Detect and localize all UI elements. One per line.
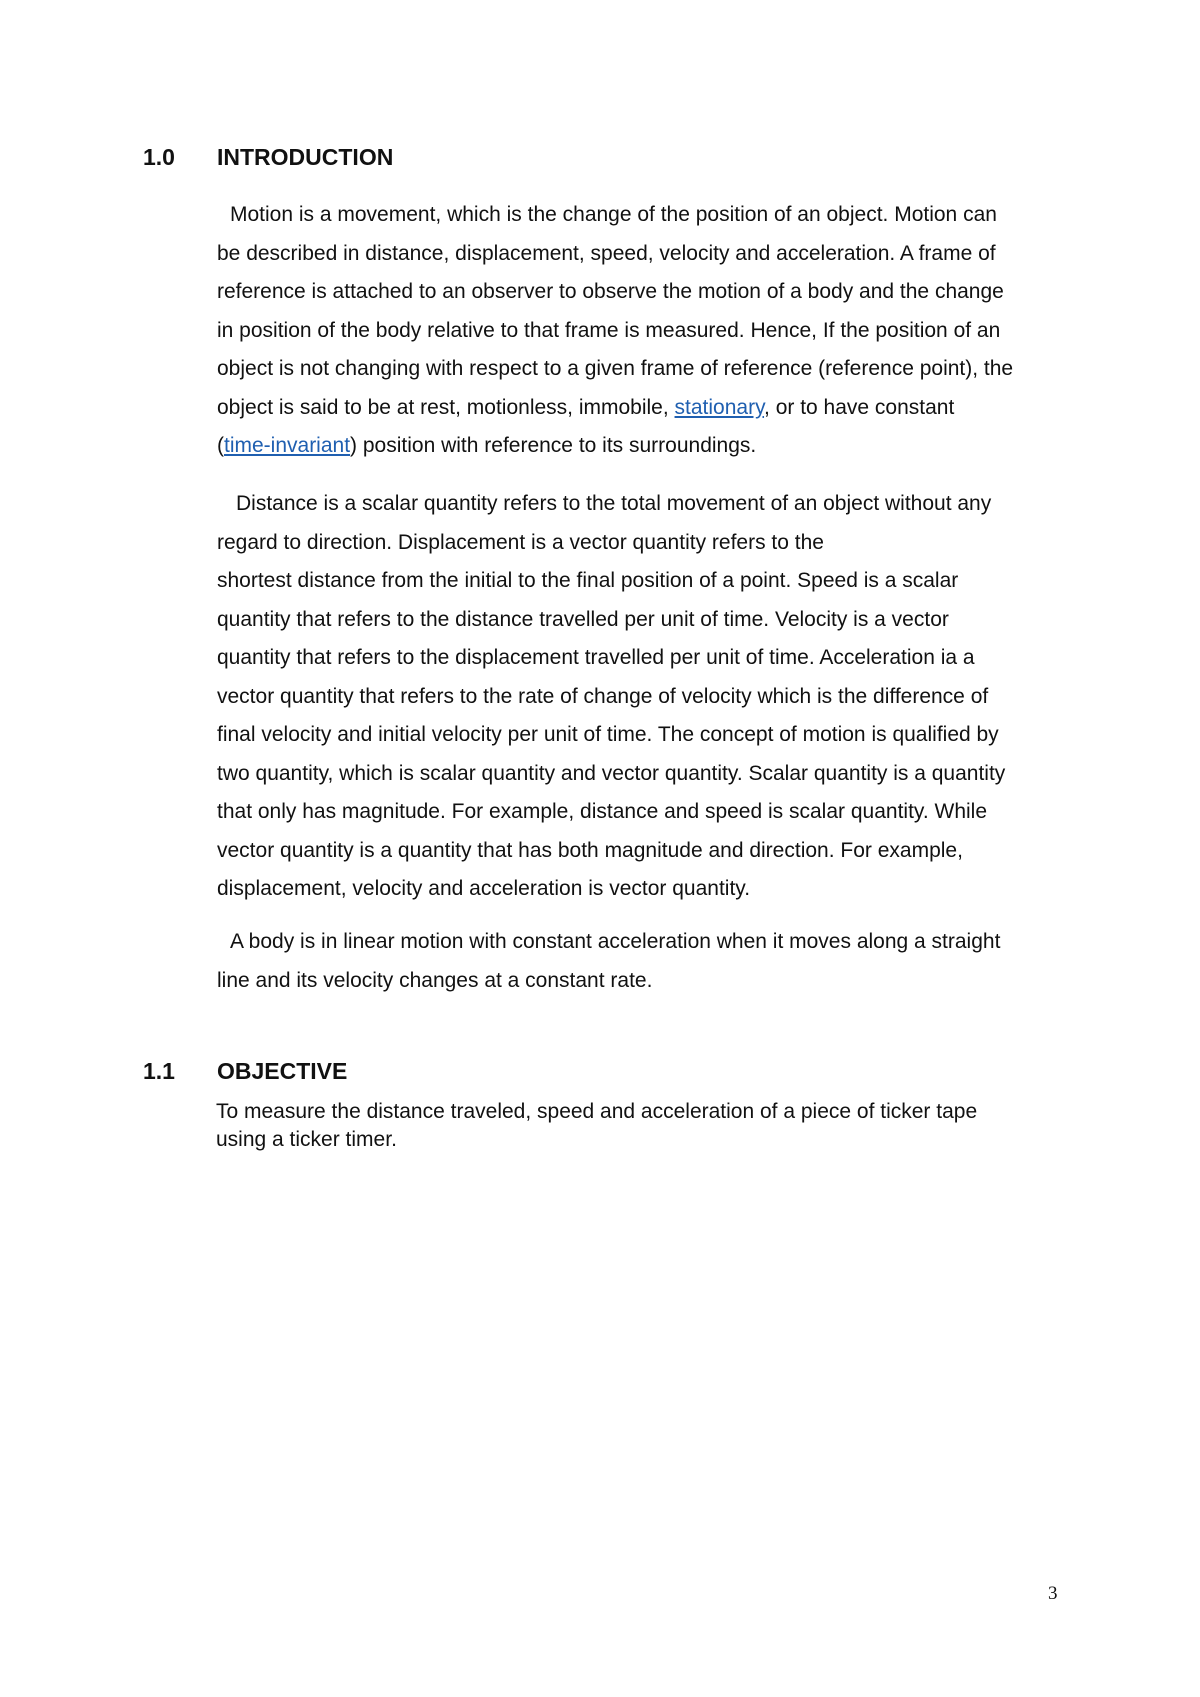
objective-text bbox=[216, 1098, 1096, 1154]
section-title: OBJECTIVE bbox=[217, 1058, 348, 1084]
section-number: 1.1 bbox=[143, 1058, 175, 1084]
objective-line: using a ticker timer. bbox=[216, 1128, 397, 1151]
paragraph-line: final velocity and initial velocity per unit of time. The concept of motion is qualified by bbox=[217, 723, 999, 746]
paragraph-line: quantity that refers to the distance travelled per unit of time. Velocity is a vector bbox=[217, 607, 949, 631]
paragraph-line: that only has magnitude. For example, distance and speed is scalar quantity. While bbox=[217, 800, 988, 823]
paragraph-line: displacement, velocity and acceleration is vector quantity. bbox=[217, 877, 751, 900]
paragraph-line: quantity that refers to the displacement travelled per unit of time. Acceleration ia a bbox=[217, 646, 975, 669]
page-number: 3 bbox=[1048, 1583, 1058, 1604]
paragraph-quantities bbox=[217, 485, 1087, 909]
section-title: INTRODUCTION bbox=[217, 144, 394, 170]
time-invariant-link[interactable]: time-invariant bbox=[224, 434, 351, 457]
paragraph-linear-motion bbox=[217, 923, 1087, 1000]
paragraph-line: reference is attached to an observer to observe the motion of a body and the change bbox=[217, 280, 1004, 303]
paragraph-line: vector quantity that refers to the rate of change of velocity which is the difference of bbox=[217, 684, 989, 708]
paragraph-line: A body is in linear motion with constant acceleration when it moves along a straight bbox=[230, 930, 1001, 953]
section-heading-introduction bbox=[143, 144, 393, 171]
paragraph-line: object is not changing with respect to a given frame of reference (reference point), the bbox=[217, 357, 1014, 380]
paragraph-line: line and its velocity changes at a constant rate. bbox=[217, 968, 653, 992]
paragraph-line: in position of the body relative to that frame is measured. Hence, If the position of an bbox=[217, 318, 1001, 342]
paragraph-text: ( bbox=[217, 434, 224, 457]
paragraph-text: object is said to be at rest, motionless, immobile, bbox=[217, 395, 675, 419]
paragraph-line: be described in distance, displacement, speed, velocity and acceleration. A frame of bbox=[217, 241, 996, 265]
section-heading-objective bbox=[143, 1058, 347, 1085]
paragraph-line: vector quantity is a quantity that has both magnitude and direction. For example, bbox=[217, 838, 963, 862]
objective-line: To measure the distance traveled, speed and acceleration of a piece of ticker tape bbox=[216, 1100, 978, 1123]
paragraph-text: , or to have constant bbox=[764, 395, 955, 419]
paragraph-text: ) position with reference to its surroundings. bbox=[350, 434, 757, 457]
section-number: 1.0 bbox=[143, 144, 175, 170]
paragraph-line bbox=[217, 389, 1087, 428]
paragraph-line bbox=[217, 427, 1087, 466]
paragraph-line: Distance is a scalar quantity refers to the total movement of an object without any bbox=[236, 492, 992, 515]
stationary-link[interactable]: stationary bbox=[674, 395, 765, 419]
paragraph-line: Motion is a movement, which is the change of the position of an object. Motion can bbox=[230, 203, 997, 226]
paragraph-line: regard to direction. Displacement is a vector quantity refers to the bbox=[217, 530, 824, 554]
paragraph-line: shortest distance from the initial to the final position of a point. Speed is a scalar bbox=[217, 569, 959, 592]
paragraph-line: two quantity, which is scalar quantity and vector quantity. Scalar quantity is a quantity bbox=[217, 761, 1006, 785]
paragraph-motion bbox=[217, 196, 1087, 466]
